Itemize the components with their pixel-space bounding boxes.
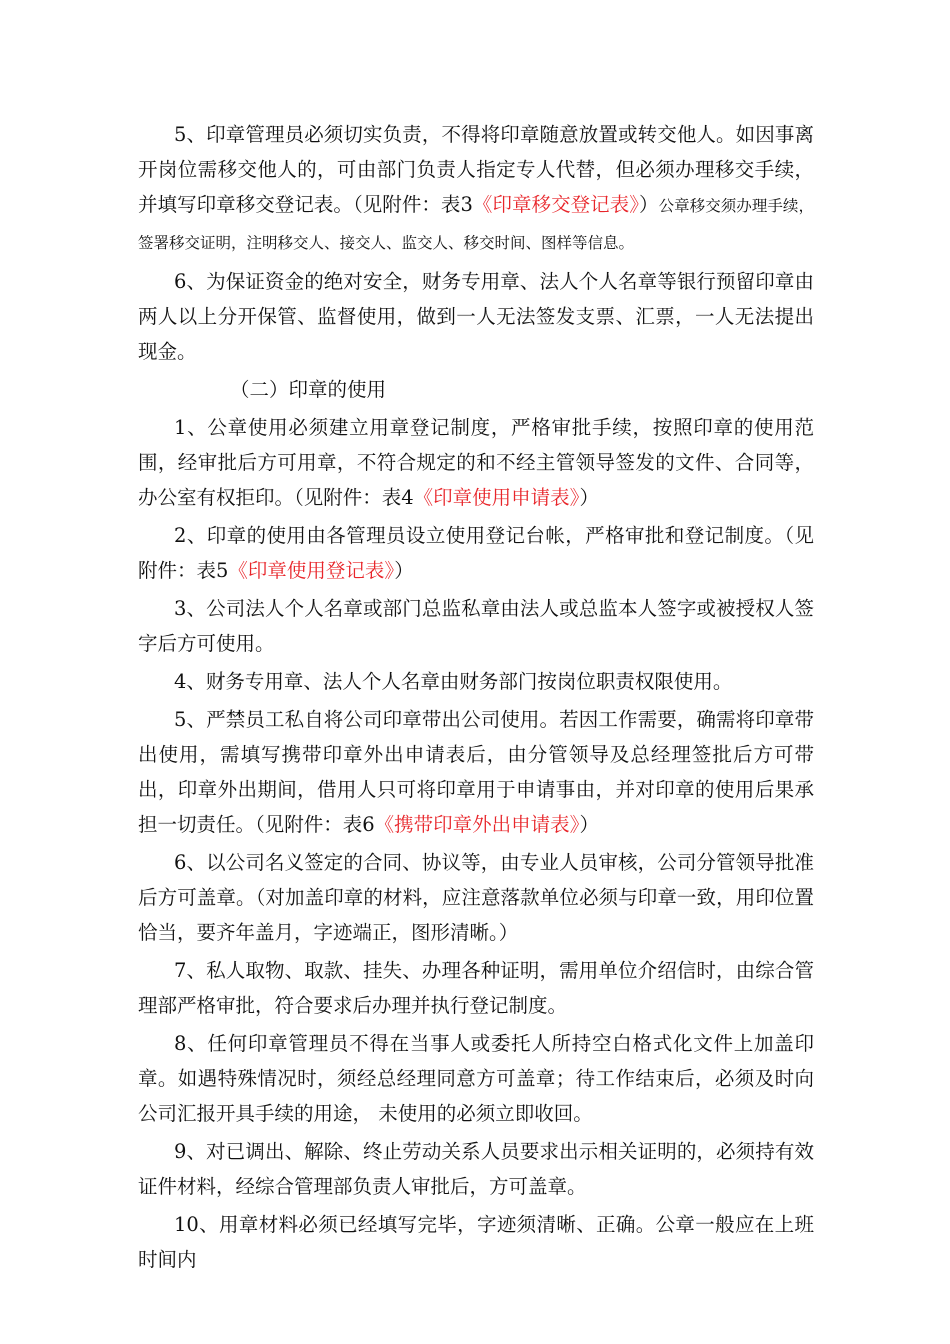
paragraph-text-tail: ）	[579, 813, 599, 836]
paragraph-usage-6	[138, 845, 814, 950]
paragraph-text: 6、以公司名义签定的合同、协议等，由专业人员审核，公司分管领导批准后方可盖章。（对加盖印章的材料，应注意落款单位必须与印章一致，用印位置恰当，要齐年盖月，字迹端正，图形清晰。）	[138, 851, 814, 944]
paragraph-text-tail: ）	[639, 193, 659, 216]
paragraph-usage-10	[138, 1207, 814, 1277]
paragraph-usage-1	[138, 410, 814, 515]
paragraph-seal-handover	[138, 117, 814, 261]
paragraph-text: 7、私人取物、取款、挂失、办理各种证明，需用单位介绍信时，由综合管理部严格审批，符合要求后办理并执行登记制度。	[138, 959, 814, 1017]
paragraph-text: 6、为保证资金的绝对安全，财务专用章、法人个人名章等银行预留印章由两人以上分开保管、监督使用，做到一人无法签发支票、汇票，一人无法提出现金。	[138, 270, 814, 363]
paragraph-text: 5、严禁员工私自将公司印章带出公司使用。若因工作需要，确需将印章带出使用，需填写携带印章外出申请表后，由分管领导及总经理签批后方可带出，印章外出期间，借用人只可将印章用于申请事由，并对印章的使用后果承担一切责任。（见附件：表6	[138, 708, 814, 836]
form-reference-link: 《携带印章外出申请表》	[374, 813, 580, 836]
form-reference-link: 《印章使用申请表》	[413, 486, 580, 509]
paragraph-bank-seals	[138, 264, 814, 369]
paragraph-text: 5、印章管理员必须切实负责，不得将印章随意放置或转交他人。如因事离开岗位需移交他人的，可由部门负责人指定专人代替，但必须办理移交手续，并填写印章移交登记表。（见附件：表3	[138, 123, 814, 216]
paragraph-usage-4	[138, 664, 814, 699]
paragraph-text-tail: ）	[394, 559, 414, 582]
section-heading-seal-usage	[138, 372, 814, 407]
paragraph-note: 公章移交须办理手续，签署移交证明，注明移交人、接交人、监交人、移交时间、图样等信息。	[138, 197, 814, 252]
form-reference-link: 《印章使用登记表》	[228, 559, 395, 582]
paragraph-text: 9、对已调出、解除、终止劳动关系人员要求出示相关证明的，必须持有效证件材料，经综合管理部负责人审批后，方可盖章。	[138, 1140, 814, 1198]
paragraph-usage-9	[138, 1134, 814, 1204]
paragraph-text: 8、任何印章管理员不得在当事人或委托人所持空白格式化文件上加盖印章。如遇特殊情况时，须经总经理同意方可盖章；待工作结束后，必须及时向公司汇报开具手续的用途， 未使用的必须立即收回。	[138, 1032, 814, 1125]
paragraph-text: 10、用章材料必须已经填写完毕，字迹须清晰、正确。公章一般应在上班时间内	[138, 1213, 814, 1271]
paragraph-text: 4、财务专用章、法人个人名章由财务部门按岗位职责权限使用。	[174, 670, 733, 693]
paragraph-usage-5	[138, 702, 814, 842]
paragraph-text: 1、公章使用必须建立用章登记制度，严格审批手续，按照印章的使用范围，经审批后方可用章，不符合规定的和不经主管领导签发的文件、合同等，办公室有权拒印。（见附件：表4	[138, 416, 814, 509]
section-heading-text: （二）印章的使用	[230, 378, 387, 401]
form-reference-link: 《印章移交登记表》	[472, 193, 640, 216]
paragraph-usage-8	[138, 1026, 814, 1131]
paragraph-text: 3、公司法人个人名章或部门总监私章由法人或总监本人签字或被授权人签字后方可使用。	[138, 597, 814, 655]
paragraph-usage-2	[138, 518, 814, 588]
paragraph-text-tail: ）	[579, 486, 599, 509]
document-body	[138, 117, 814, 1277]
paragraph-text: 2、印章的使用由各管理员设立使用登记台帐，严格审批和登记制度。（见附件：表5	[138, 524, 814, 582]
paragraph-usage-7	[138, 953, 814, 1023]
paragraph-usage-3	[138, 591, 814, 661]
